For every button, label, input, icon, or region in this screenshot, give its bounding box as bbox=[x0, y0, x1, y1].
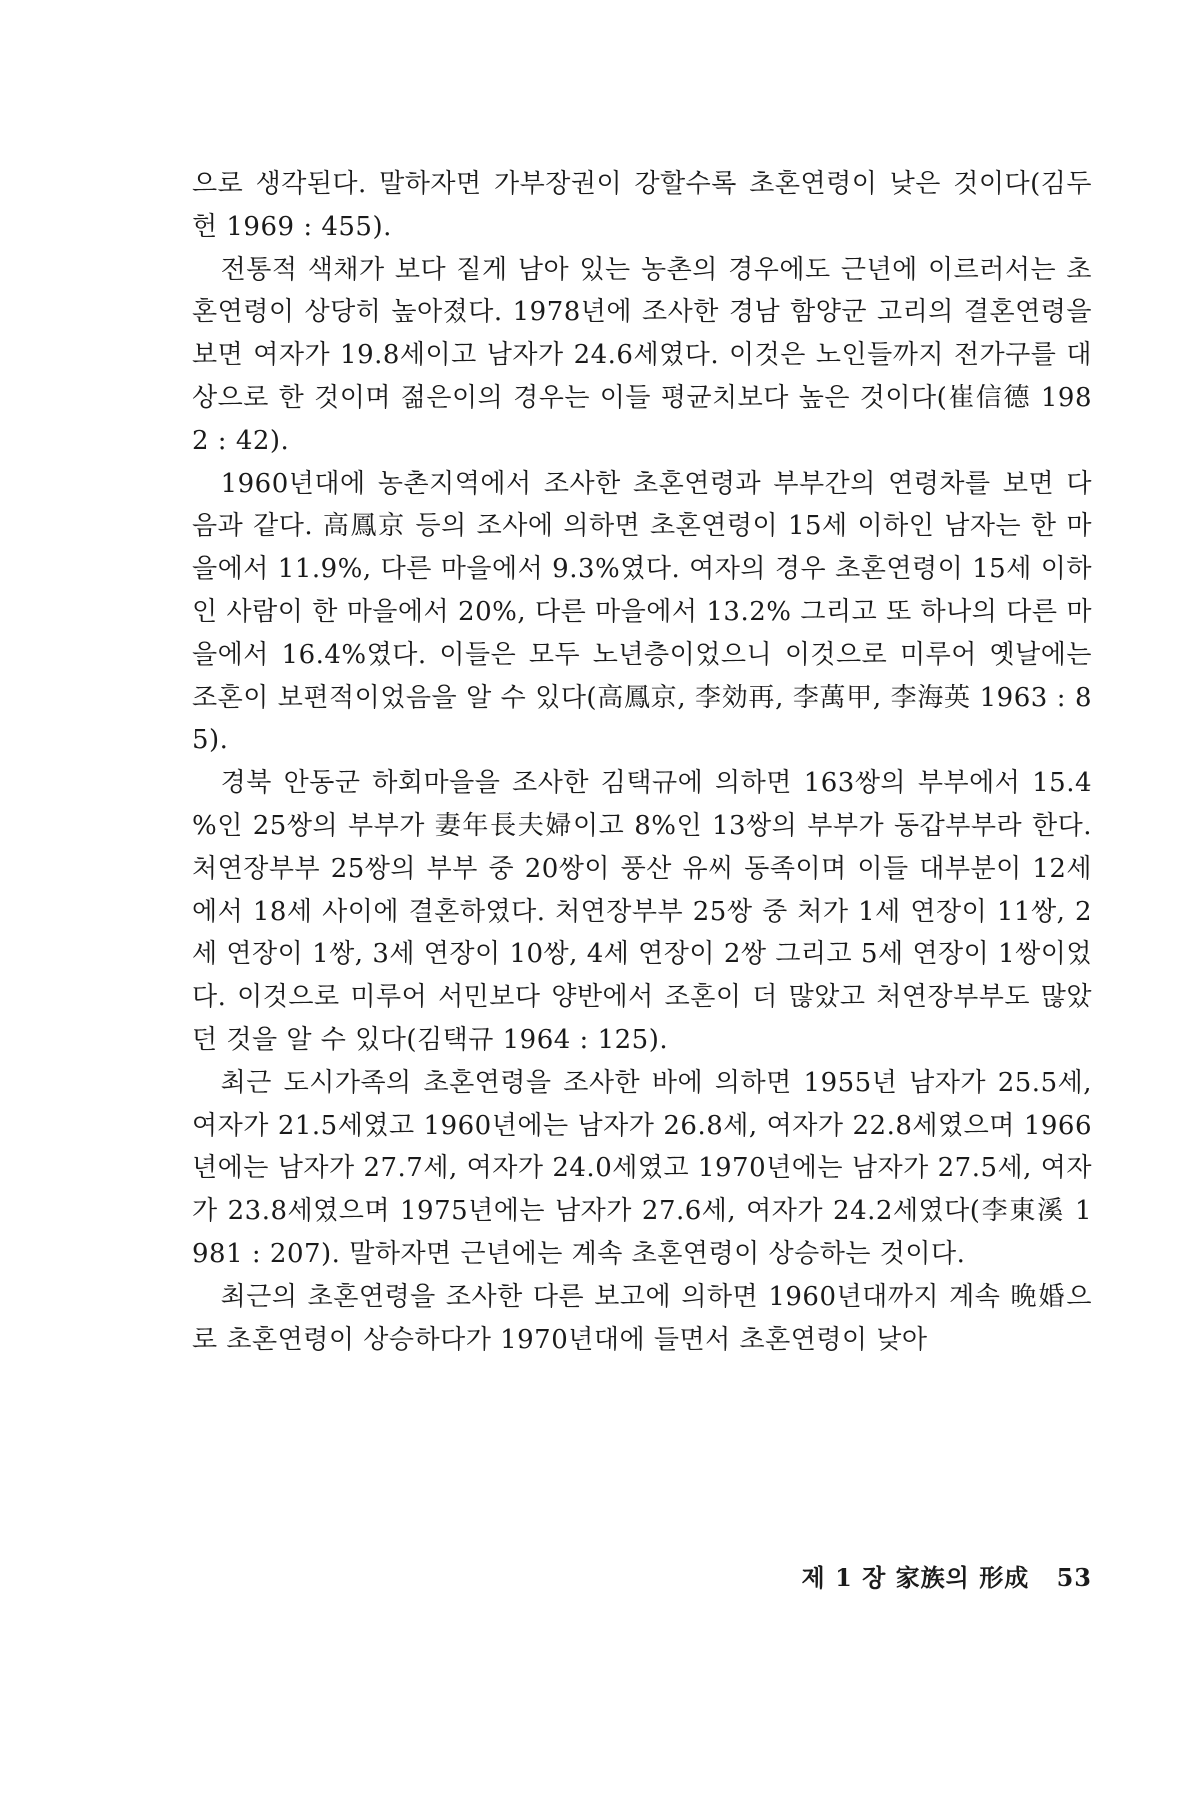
paragraph-continuation: 으로 생각된다. 말하자면 가부장권이 강할수록 초혼연령이 낮은 것이다(김두헌 1969 : 455). bbox=[192, 169, 1092, 242]
page-number: 53 bbox=[1056, 1563, 1092, 1592]
body-text bbox=[192, 163, 1092, 1361]
running-head: 제 1 장 家族의 形成 bbox=[801, 1563, 1030, 1592]
paragraph-recent-reports: 최근의 초혼연령을 조사한 다른 보고에 의하면 1960년대까지 계속 晩婚으로 초혼연령이 상승하다가 1970년대에 들면서 초혼연령이 낮아 bbox=[192, 1281, 1092, 1355]
paragraph-urban-families: 최근 도시가족의 초혼연령을 조사한 바에 의하면 1955년 남자가 25.5세, 여자가 21.5세였고 1960년에는 남자가 26.8세, 여자가 22.8세였으며 1966년에는 남자가 27.7세, 여자가 24.0세였고 1970년에는 남자가 27.5세, 여자가 23.8세였으며 1975년에는 남자가 27.6세, 여자가 24.2세였다(李東溪 1981 : 207). 말하자면 근년에는 계속 초혼연령이 상승하는 것이다. bbox=[192, 1067, 1092, 1269]
paragraph-1960s-survey: 1960년대에 농촌지역에서 조사한 초혼연령과 부부간의 연령차를 보면 다음과 같다. 高鳳京 등의 조사에 의하면 초혼연령이 15세 이하인 남자는 한 마을에서 11.9%, 다른 마을에서 9.3%였다. 여자의 경우 초혼연령이 15세 이하인 사람이 한 마을에서 20%, 다른 마을에서 13.2% 그리고 또 하나의 다른 마을에서 16.4%였다. 이들은 모두 노년층이었으니 이것으로 미루어 옛날에는 조혼이 보편적이었음을 알 수 있다(高鳳京, 李効再, 李萬甲, 李海英 1963 : 85). bbox=[192, 468, 1092, 756]
paragraph-rural-marriage-age: 전통적 색채가 보다 짙게 남아 있는 농촌의 경우에도 근년에 이르러서는 초혼연령이 상당히 높아졌다. 1978년에 조사한 경남 함양군 고리의 결혼연령을 보면 여자가 19.8세이고 남자가 24.6세였다. 이것은 노인들까지 전가구를 대상으로 한 것이며 젊은이의 경우는 이들 평균치보다 높은 것이다(崔信德 1982 : 42). bbox=[192, 254, 1092, 456]
paragraph-hahoe-village: 경북 안동군 하회마을을 조사한 김택규에 의하면 163쌍의 부부에서 15.4%인 25쌍의 부부가 妻年長夫婦이고 8%인 13쌍의 부부가 동갑부부라 한다. 처연장부부 25쌍의 부부 중 20쌍이 풍산 유씨 동족이며 이들 대부분이 12세에서 18세 사이에 결혼하였다. 처연장부부 25쌍 중 처가 1세 연장이 11쌍, 2세 연장이 1쌍, 3세 연장이 10쌍, 4세 연장이 2쌍 그리고 5세 연장이 1쌍이었다. 이것으로 미루어 서민보다 양반에서 조혼이 더 많았고 처연장부부도 많았던 것을 알 수 있다(김택규 1964 : 125). bbox=[192, 768, 1092, 1055]
page-footer bbox=[600, 1558, 1092, 1593]
